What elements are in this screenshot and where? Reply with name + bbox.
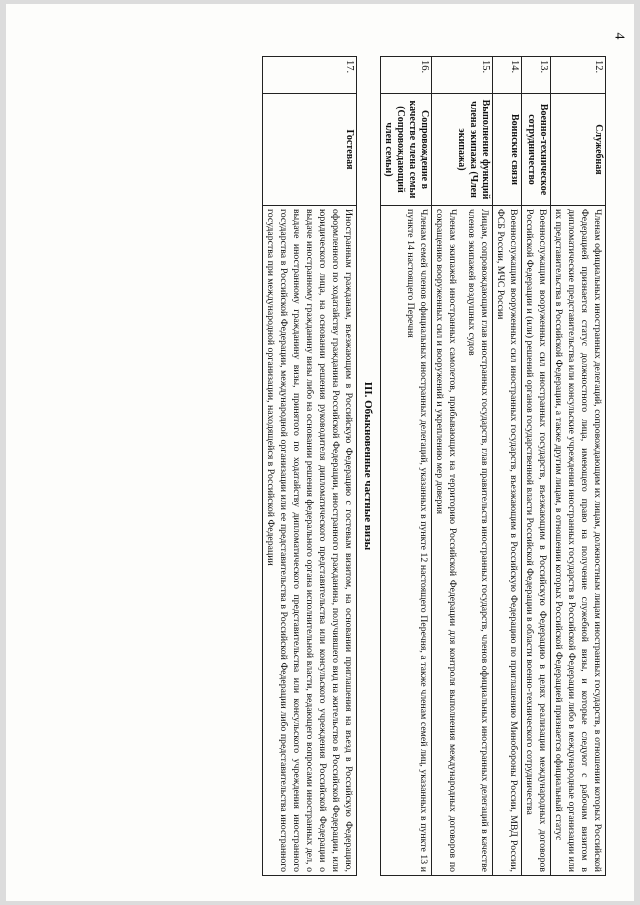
visa-eligibility-description xyxy=(431,206,492,876)
visa-table-bottom xyxy=(262,56,357,876)
table-body-bottom xyxy=(262,57,356,876)
visa-category-name: Сопровождение в качестве члена семьи (Сопровождающий член семьи) xyxy=(380,94,431,206)
row-number: 14. xyxy=(492,57,521,94)
rotated-table-content xyxy=(46,56,606,876)
description-paragraph: Лицам, сопровождающим глав иностранных государств, глав правительств иностранных государств, членов официальных иностранных делегаций в качестве членов экипажей воздушных судов xyxy=(465,209,490,872)
table-body-top xyxy=(380,57,605,876)
visa-category-name: Выполнение функций члена экипажа (Член экипажа) xyxy=(431,94,492,206)
description-paragraph: Военнослужащим вооруженных сил иностранных государств, въезжающим в Российскую Федерацию по приглашению Минобороны России, МВД России, ФСБ России, МЧС России xyxy=(494,209,519,872)
document-page xyxy=(6,4,634,901)
table-row xyxy=(492,57,521,876)
visa-eligibility-description xyxy=(262,206,356,876)
visa-category-name: Служебная xyxy=(550,94,605,206)
table-row xyxy=(380,57,431,876)
table-row xyxy=(262,57,356,876)
section-heading: III. Обыкновенные частные визы xyxy=(361,381,374,551)
visa-category-name: Военно-техническое сотрудничество xyxy=(521,94,550,206)
description-paragraph: Иностранным гражданам, въезжающим в Российскую Федерацию с гостевым визитом, на основании приглашения на въезд в Российскую Федерацию, оформленного по ходатайству гражданина Российской Федерации, иностранного гражданина, получившего вид на жительство в Российской Федерации, или юридического лица, на основании решения руководителя дипломатического представительства или консульского учреждения Российской Федерации о выдаче иностранному гражданину визы либо на основании решения федерального органа исполнительной власти, ведающего вопросами иностранных дел, о выдаче иностранному гражданину визы, принятого по ходатайству дипломатического представительства или консульского учреждения иностранного государства в Российской Федерации, международной организации или ее представительства в Российской Федерации либо представительства иностранного государства при международной организации, находящейся в Российской Федерации xyxy=(264,209,354,872)
description-paragraph: Военнослужащим вооруженных сил иностранных государств, въезжающим в Российскую Федерацию в целях реализации международных договоров Российской Федерации и (или) решений органов государственной власти Российской Федерации в области военно-технического сотрудничества xyxy=(523,209,548,872)
row-number: 13. xyxy=(521,57,550,94)
row-number: 17. xyxy=(262,57,356,94)
description-paragraph: Членам экипажей иностранных самолетов, прибывающих на территорию Российской Федерации для контроля выполнения международных договоров по сокращению вооруженных сил и вооружений и укреплению мер доверия xyxy=(433,209,458,872)
visa-eligibility-description xyxy=(550,206,605,876)
row-number: 15. xyxy=(431,57,492,94)
visa-eligibility-description xyxy=(521,206,550,876)
visa-category-name: Гостевая xyxy=(262,94,356,206)
page-number: 4 xyxy=(611,32,627,40)
visa-eligibility-description xyxy=(380,206,431,876)
visa-table-top xyxy=(380,56,606,876)
description-paragraph: Членам семей членов официальных иностранных делегаций, указанных в пункте 12 настоящего Перечня, а также членам семей лиц, указанных в пункте 13 и пункте 14 настоящего Перечня xyxy=(404,209,429,872)
visa-category-name: Воинские связи xyxy=(492,94,521,206)
table-row xyxy=(521,57,550,876)
row-number: 16. xyxy=(380,57,431,94)
visa-eligibility-description xyxy=(492,206,521,876)
table-row xyxy=(431,57,492,876)
table-row xyxy=(550,57,605,876)
row-number: 12. xyxy=(550,57,605,94)
description-paragraph: Членам официальных иностранных делегаций, сопровождающим их лицам, должностным лицам иностранных государств, в отношении которых Российской Федерацией признается статус должностного лица, имеющего право на получение служебной визы, и которые следуют с рабочим визитом в дипломатические представительства или консульские учреждения иностранных государств в Российской Федерации либо в международные организации или их представительства в Российской Федерации, а также другим лицам, в отношении которых Российской Федерацией признается официальный статус xyxy=(552,209,603,872)
